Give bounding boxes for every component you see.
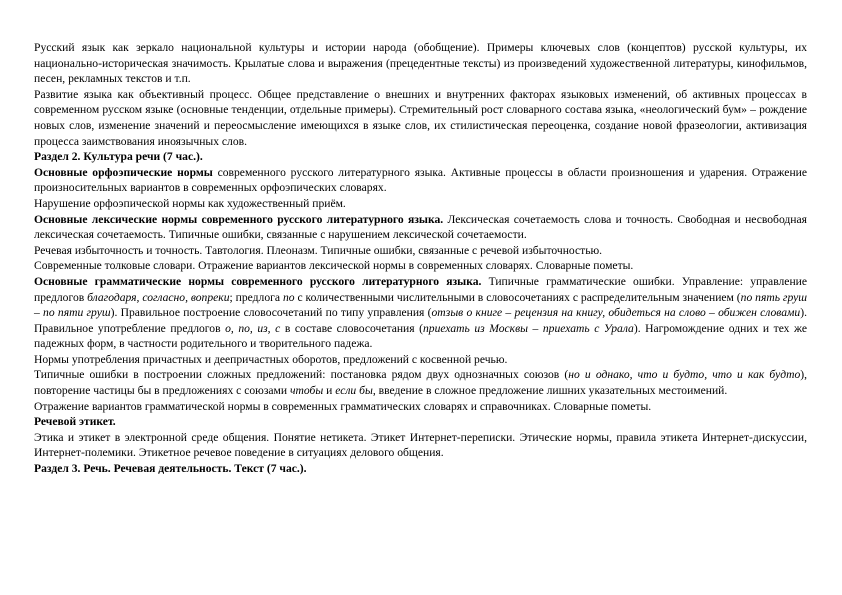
bold-text: Основные орфоэпические нормы — [34, 165, 213, 179]
italic-text: отзыв о книге – рецензия на книгу, обидеться на слово – обижен словами — [431, 306, 801, 320]
bold-text: Основные лексические нормы современного русского литературного языка. — [34, 212, 444, 226]
text-run: ). Правильное употребление предлогов — [34, 306, 807, 335]
text-run: Этика и этикет в электронной среде общения. Понятие нетикета. Этикет Интернет-переписки. Этические нормы, правила этикета Интернет-дискуссии, Интернет-полемики. Этикетное речевое поведение в ситуациях делового общения. — [34, 430, 807, 460]
text-run: и — [323, 384, 336, 398]
italic-text: если бы — [335, 384, 373, 398]
paragraph — [34, 40, 807, 87]
italic-text: о, по, из, с — [225, 321, 281, 335]
text-run: Отражение вариантов грамматической нормы в современных грамматических словарях и справочниках. Словарные пометы. — [34, 399, 652, 413]
paragraph — [34, 461, 807, 477]
italic-text: но и однако, что и будто, что и как будто — [568, 368, 801, 382]
text-run: Речевая избыточность и точность. Тавтология. Плеоназм. Типичные ошибки, связанные с речевой избыточностью. — [34, 243, 603, 257]
paragraph — [34, 399, 807, 415]
document-body — [34, 40, 807, 477]
paragraph — [34, 149, 807, 165]
italic-text: по — [282, 290, 295, 304]
italic-text: приехать из Москвы – приехать с Урала — [423, 321, 634, 335]
paragraph — [34, 258, 807, 274]
bold-text: Основные грамматические нормы современного русского литературного языка. — [34, 274, 482, 288]
bold-text: Речевой этикет. — [34, 415, 116, 429]
paragraph — [34, 414, 807, 430]
paragraph — [34, 196, 807, 212]
text-run: Лексическая сочетаемость слова и точность. Свободная и несвободная лексическая сочетаемость. Типичные ошибки, связанные с нарушением лексической сочетаемости. — [34, 212, 807, 242]
bold-text: Раздел 2. Культура речи (7 час.). — [34, 150, 203, 164]
paragraph — [34, 274, 807, 352]
text-run: Развитие языка как объективный процесс. Общее представление о внешних и внутренних факторах языковых изменений, об активных процессах в современном русском языке (основные тенденции, отдельные примеры). Стремительный рост словарного состава языка, «неологический бум» – рождение новых слов, изменение значений и переосмысление имеющихся в языке слов, их стилистическая переоценка, создание новой фразеологии, активизация процесса заимствования иноязычных слов. — [34, 87, 807, 148]
text-run: Нарушение орфоэпической нормы как художественный приём. — [34, 196, 346, 210]
text-run: ; предлога — [229, 290, 283, 304]
text-run: ). Правильное построение словосочетаний по типу управления ( — [110, 306, 432, 320]
text-run: Типичные ошибки в построении сложных предложений: постановка рядом двух однозначных союзов ( — [34, 368, 569, 382]
bold-text: Раздел 3. Речь. Речевая деятельность. Текст (7 час.). — [34, 462, 307, 476]
paragraph — [34, 367, 807, 398]
italic-text: чтобы — [289, 384, 324, 398]
text-run: , введение в сложное предложение лишних указательных местоимений. — [372, 384, 728, 398]
paragraph — [34, 352, 807, 368]
italic-text: благодаря, согласно, вопреки — [87, 290, 230, 304]
paragraph — [34, 243, 807, 259]
text-run: Русский язык как зеркало национальной культуры и истории народа (обобщение). Примеры ключевых слов (концептов) русской культуры, их национально-историческая значимость. Крылатые слова и выражения (прецедентные тексты) из произведений художественной литературы, кинофильмов, песен, рекламных текстов и т.п. — [34, 41, 807, 86]
text-run: Современные толковые словари. Отражение вариантов лексической нормы в современных словарях. Словарные пометы. — [34, 259, 634, 273]
italic-text: по пять груш – по пяти груш — [34, 290, 807, 320]
paragraph — [34, 165, 807, 196]
text-run: с количественными числительными в словосочетаниях с распределительным значением ( — [294, 290, 741, 304]
text-run: Нормы употребления причастных и деепричастных оборотов, предложений с косвенной речью. — [34, 352, 508, 366]
paragraph — [34, 212, 807, 243]
text-run: в составе словосочетания ( — [280, 321, 423, 335]
paragraph — [34, 430, 807, 461]
text-run: ). Нагромождение одних и тех же падежных форм, в частности родительного и творительного падежа. — [34, 321, 808, 351]
paragraph — [34, 87, 807, 149]
text-run: ), повторение частицы бы в предложениях с союзами — [34, 368, 808, 398]
text-run: Типичные грамматические ошибки. Управление: управление предлогов — [34, 274, 807, 304]
text-run: современного русского литературного языка. Активные процессы в области произношения и ударения. Отражение произносительных вариантов в современных орфоэпических словарях. — [34, 165, 807, 195]
